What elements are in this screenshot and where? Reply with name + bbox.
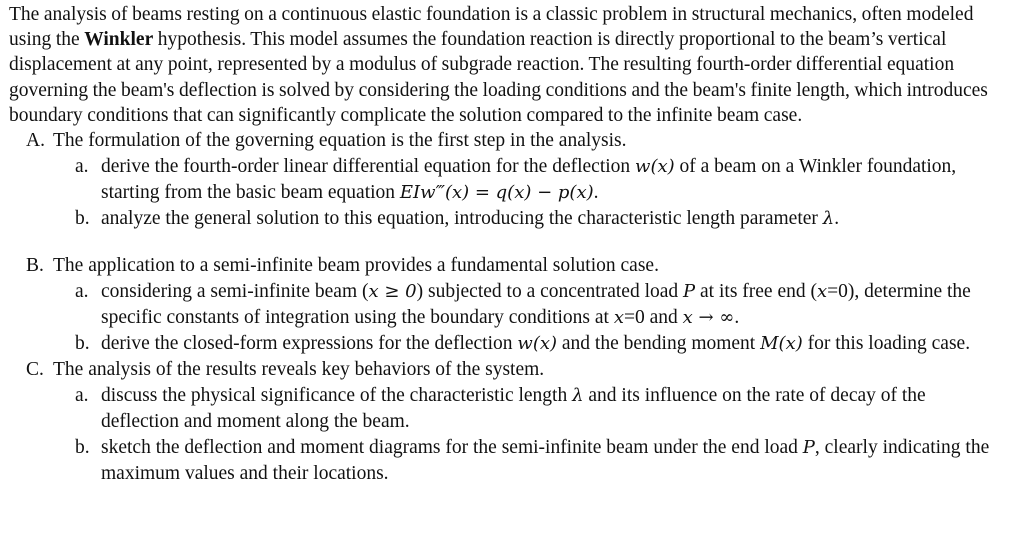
section-c-letter: C. [26, 359, 44, 381]
intro-text-1: The analysis of beams resting on a continuous elastic foundation is a classic problem in structural mechanics, often modeled using the [9, 4, 974, 51]
item-text: =0 and [624, 307, 683, 329]
section-spacer [9, 232, 1016, 253]
math-expression: w(x) [517, 333, 558, 355]
item-text: considering a semi-infinite beam ( [101, 281, 369, 303]
math-expression: P [802, 437, 815, 459]
section-c-item-b [9, 435, 1016, 487]
item-text: ) subjected to a concentrated load [416, 281, 684, 303]
item-text: . [593, 182, 599, 204]
intro-bold-term: Winkler [84, 29, 154, 51]
item-text: discuss the physical significance of the characteristic length [101, 385, 573, 407]
section-a-item-b [9, 206, 1016, 232]
math-expression: x [613, 307, 625, 329]
item-letter: b. [75, 437, 90, 459]
item-letter: a. [75, 281, 89, 303]
item-text: . [834, 208, 840, 230]
item-text: at its free end ( [695, 281, 817, 303]
section-b-letter: B. [26, 255, 44, 277]
item-text: and the bending moment [557, 333, 761, 355]
section-b-items [9, 279, 1016, 357]
math-expression: x [816, 281, 828, 303]
section-a-heading [9, 128, 1016, 154]
math-expression: λ [572, 385, 584, 407]
math-expression: EIw‴(x) = q(x) − p(x) [399, 182, 594, 204]
section-a-items [9, 154, 1016, 232]
section-c-items [9, 383, 1016, 487]
math-expression: P [683, 281, 696, 303]
section-b-item-b [9, 331, 1016, 357]
item-letter: b. [75, 333, 90, 355]
section-a-item-a [9, 154, 1016, 206]
item-text: of a beam on a Winkler foundation, starting from the basic beam equation [101, 156, 957, 204]
item-letter: a. [75, 385, 89, 407]
item-text: sketch the deflection and moment diagrams for the semi-infinite beam under the end load [101, 437, 803, 459]
math-expression: λ [822, 208, 835, 230]
item-letter: a. [75, 156, 89, 178]
item-text: =0), determine the specific constants of integration using the boundary conditions at [101, 281, 971, 329]
item-letter: b. [75, 208, 90, 230]
item-text: for this loading case. [802, 333, 971, 355]
item-text: . [734, 307, 740, 329]
section-b-item-a [9, 279, 1016, 331]
section-a [9, 128, 1016, 232]
section-a-heading-text: The formulation of the governing equation is the first step in the analysis. [53, 130, 627, 152]
math-expression: w(x) [635, 156, 675, 178]
section-b-heading-text: The application to a semi-infinite beam provides a fundamental solution case. [53, 255, 659, 277]
section-c-item-a [9, 383, 1016, 435]
math-expression: x → ∞ [682, 307, 735, 329]
math-expression: M(x) [760, 333, 803, 355]
intro-paragraph [9, 2, 1016, 128]
item-text: and its influence on the rate of decay of the deflection and moment along the beam. [101, 385, 926, 433]
section-b-heading [9, 253, 1016, 279]
math-expression: x ≥ 0 [368, 281, 417, 303]
section-c [9, 357, 1016, 487]
item-text: derive the fourth-order linear differential equation for the deflection [101, 156, 636, 178]
section-c-heading [9, 357, 1016, 383]
section-b [9, 253, 1016, 357]
section-c-heading-text: The analysis of the results reveals key behaviors of the system. [53, 359, 545, 381]
item-text: derive the closed-form expressions for the deflection [101, 333, 518, 355]
item-text: analyze the general solution to this equation, introducing the characteristic length parameter [101, 208, 823, 230]
item-text: , clearly indicating the maximum values and their locations. [101, 437, 990, 485]
intro-text-2: hypothesis. This model assumes the foundation reaction is directly proportional to the beam’s vertical displacement at any point, represented by a modulus of subgrade reaction. The resulting fourth-order differential equation governing the beam's deflection is solved by considering the loading conditions and the beam's finite length, which introduces boundary conditions that can significantly complicate the solution compared to the infinite beam case. [9, 29, 988, 126]
section-a-letter: A. [26, 130, 45, 152]
